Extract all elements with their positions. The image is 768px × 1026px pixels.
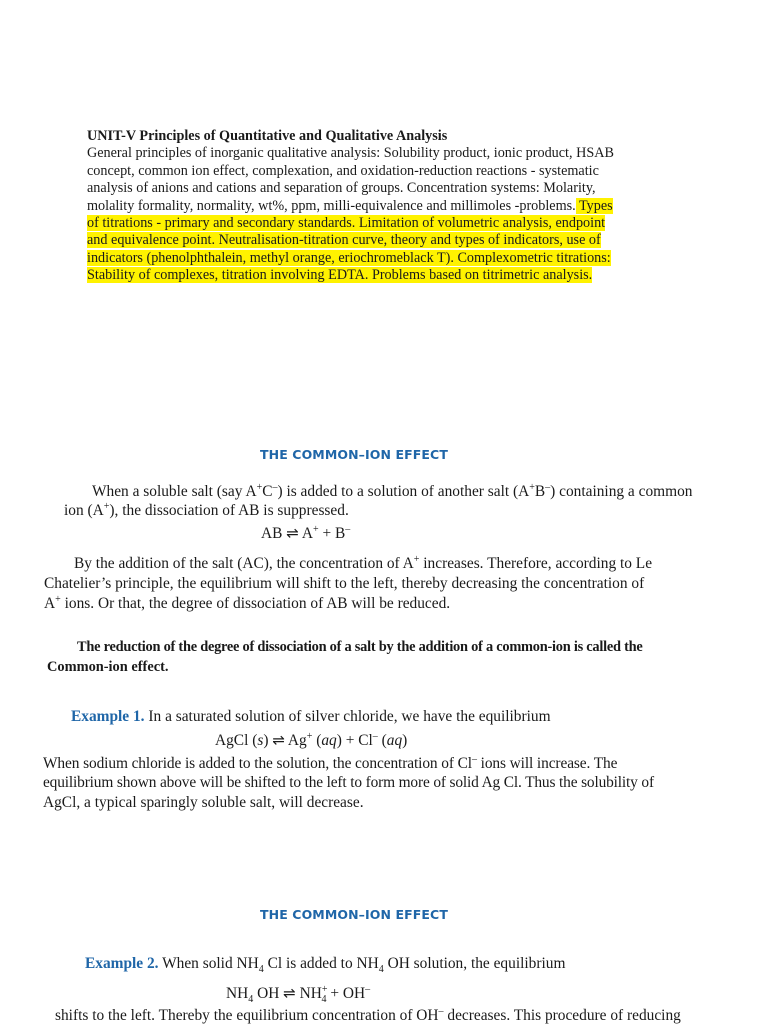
definition-line-1: The reduction of the degree of dissociation of a salt by the addition of a common-ion is called the [77, 639, 643, 655]
syllabus-line [87, 215, 667, 232]
example-label: Example 2. [85, 955, 159, 972]
highlighted-text: of titrations - primary and secondary standards. Limitation of volumetric analysis, endpoint [87, 215, 606, 232]
syllabus-line [87, 163, 667, 180]
syllabus-line [87, 180, 667, 197]
syllabus-line [87, 145, 667, 162]
highlighted-text: indicators (phenolphthalein, methyl orange, eriochromeblack T). Complexometric titrations: [87, 249, 611, 266]
para2-line-2: Chatelier’s principle, the equilibrium will shift to the left, thereby decreasing the concentration of [44, 575, 645, 592]
silver-chloride-equation: AgCl (s) ⇌ Ag+ (aq) + Cl– (aq) [215, 730, 408, 749]
syllabus-text: General principles of inorganic qualitative analysis: Solubility product, ionic product, HSAB [87, 145, 614, 162]
syllabus-text: molality formality, normality, wt%, ppm, milli-equivalence and millimoles -problems. [87, 197, 576, 214]
highlighted-text: Types [575, 197, 613, 214]
equilibrium-arrow-icon: ⇌ [272, 731, 285, 749]
syllabus-text: concept, common ion effect, complexation, and oxidation-reduction reactions - systematic [87, 162, 599, 179]
para2-line-3: A+ ions. Or that, the degree of dissociation of AB will be reduced. [44, 593, 451, 612]
section-heading: THE COMMON–ION EFFECT [260, 447, 448, 462]
highlighted-text: Stability of complexes, titration involving EDTA. Problems based on titrimetric analysis. [87, 267, 593, 284]
syllabus-line [87, 232, 667, 249]
equilibrium-arrow-icon: ⇌ [286, 524, 299, 542]
syllabus-line [87, 198, 667, 215]
section-heading: THE COMMON–ION EFFECT [260, 907, 448, 922]
syllabus-line [87, 250, 667, 267]
syllabus-text: analysis of anions and cations and separation of groups. Concentration systems: Molarity, [87, 180, 596, 197]
definition-line-2: Common-ion effect. [47, 659, 169, 675]
example1-line-3: AgCl, a typical sparingly soluble salt, will decrease. [43, 794, 364, 811]
example1-line-2: equilibrium shown above will be shifted to the left to form more of solid Ag Cl. Thus the solubility of [43, 774, 654, 791]
example1-intro: Example 1. In a saturated solution of silver chloride, we have the equilibrium [71, 708, 551, 725]
dissociation-equation: AB ⇌ A+ + B– [261, 523, 351, 542]
syllabus-line [87, 267, 667, 284]
syllabus-block [87, 128, 667, 285]
intro-line-1: When a soluble salt (say A+C–) is added to a solution of another salt (A+B–) containing a common [92, 481, 693, 500]
syllabus-title: UNIT-V Principles of Quantitative and Qualitative Analysis [87, 128, 448, 144]
intro-line-2: ion (A+), the dissociation of AB is suppressed. [64, 500, 349, 519]
example2-intro: Example 2. When solid $NH_4$ Cl is added to $NH_4$ OH solution, the equilibrium [85, 955, 566, 976]
example2-line-1: shifts to the left. Thereby the equilibrium concentration of OH– decreases. This procedure of reducing [55, 1005, 681, 1024]
highlighted-text: and equivalence point. Neutralisation-titration curve, theory and types of indicators, use of [87, 232, 601, 249]
example1-line-1: When sodium chloride is added to the solution, the concentration of Cl– ions will increase. The [43, 753, 618, 772]
example-label: Example 1. [71, 708, 145, 725]
para2-line-1: By the addition of the salt (AC), the concentration of A+ increases. Therefore, according to Le [74, 553, 653, 572]
ammonium-equation: $NH_4$ OH ⇌ $NH^+_4 + OH^-$ [226, 983, 371, 1006]
equilibrium-arrow-icon: ⇌ [283, 984, 296, 1002]
